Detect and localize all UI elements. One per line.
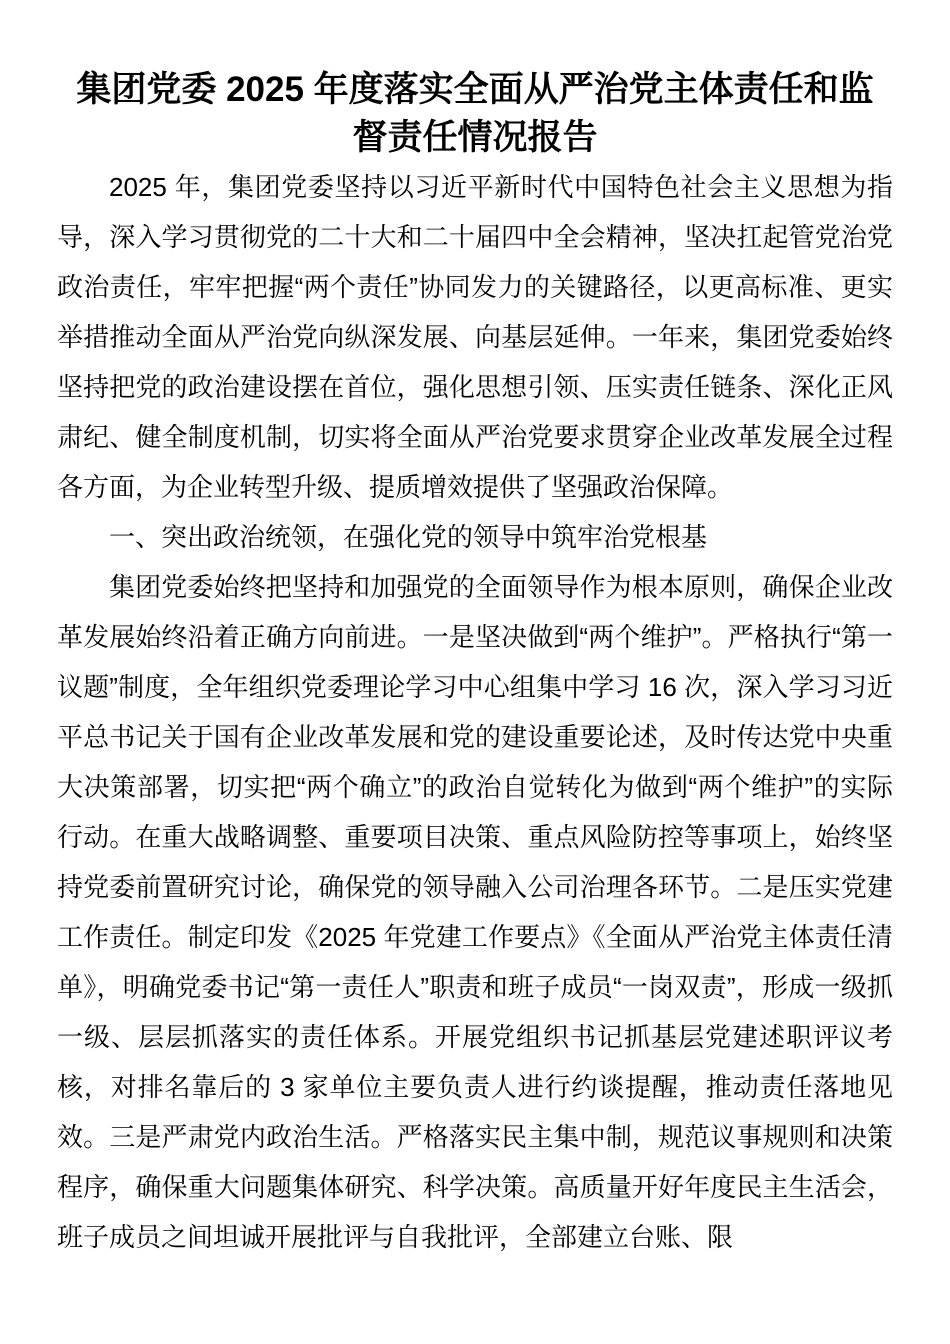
paragraph-section-1: 集团党委始终把坚持和加强党的全面领导作为根本原则，确保企业改革发展始终沿着正确方向前进。一是坚决做到“两个维护”。严格执行“第一议题”制度，全年组织党委理论学习中心组集中学习 16 次，深入学习习近平总书记关于国有企业改革发展和党的建设重要论述，及时传达党中央重大决策部署，切实把“两个确立”的政治自觉转化为做到“两个维护”的实际行动。在重大战略调整、重要项目决策、重点风险防控等事项上，始终坚持党委前置研究讨论，确保党的领导融入公司治理各环节。二是压实党建工作责任。制定印发《2025 年党建工作要点》《全面从严治党主体责任清单》，明确党委书记“第一责任人”职责和班子成员“一岗双责”，形成一级抓一级、层层抓落实的责任体系。开展党组织书记抓基层党建述职评议考核，对排名靠后的 3 家单位主要负责人进行约谈提醒，推动责任落地见效。三是严肃党内政治生活。严格落实民主集中制，规范议事规则和决策程序，确保重大问题集体研究、科学决策。高质量开好年度民主生活会，班子成员之间坦诚开展批评与自我批评，全部建立台账、限 (57, 572, 893, 1252)
paragraph-intro: 2025 年，集团党委坚持以习近平新时代中国特色社会主义思想为指导，深入学习贯彻党的二十大和二十届四中全会精神，坚决扛起管党治党政治责任，牢牢把握“两个责任”协同发力的关键路径，以更高标准、更实举措推动全面从严治党向纵深发展、向基层延伸。一年来，集团党委始终坚持把党的政治建设摆在首位，强化思想引领、压实责任链条、深化正风肃纪、健全制度机制，切实将全面从严治党要求贯穿企业改革发展全过程各方面，为企业转型升级、提质增效提供了坚强政治保障。 (57, 172, 893, 502)
section-heading-1: 一、突出政治统领，在强化党的领导中筑牢治党根基 (109, 522, 708, 552)
document-title: 集团党委 2025 年度落实全面从严治党主体责任和监督责任情况报告 (76, 70, 874, 157)
